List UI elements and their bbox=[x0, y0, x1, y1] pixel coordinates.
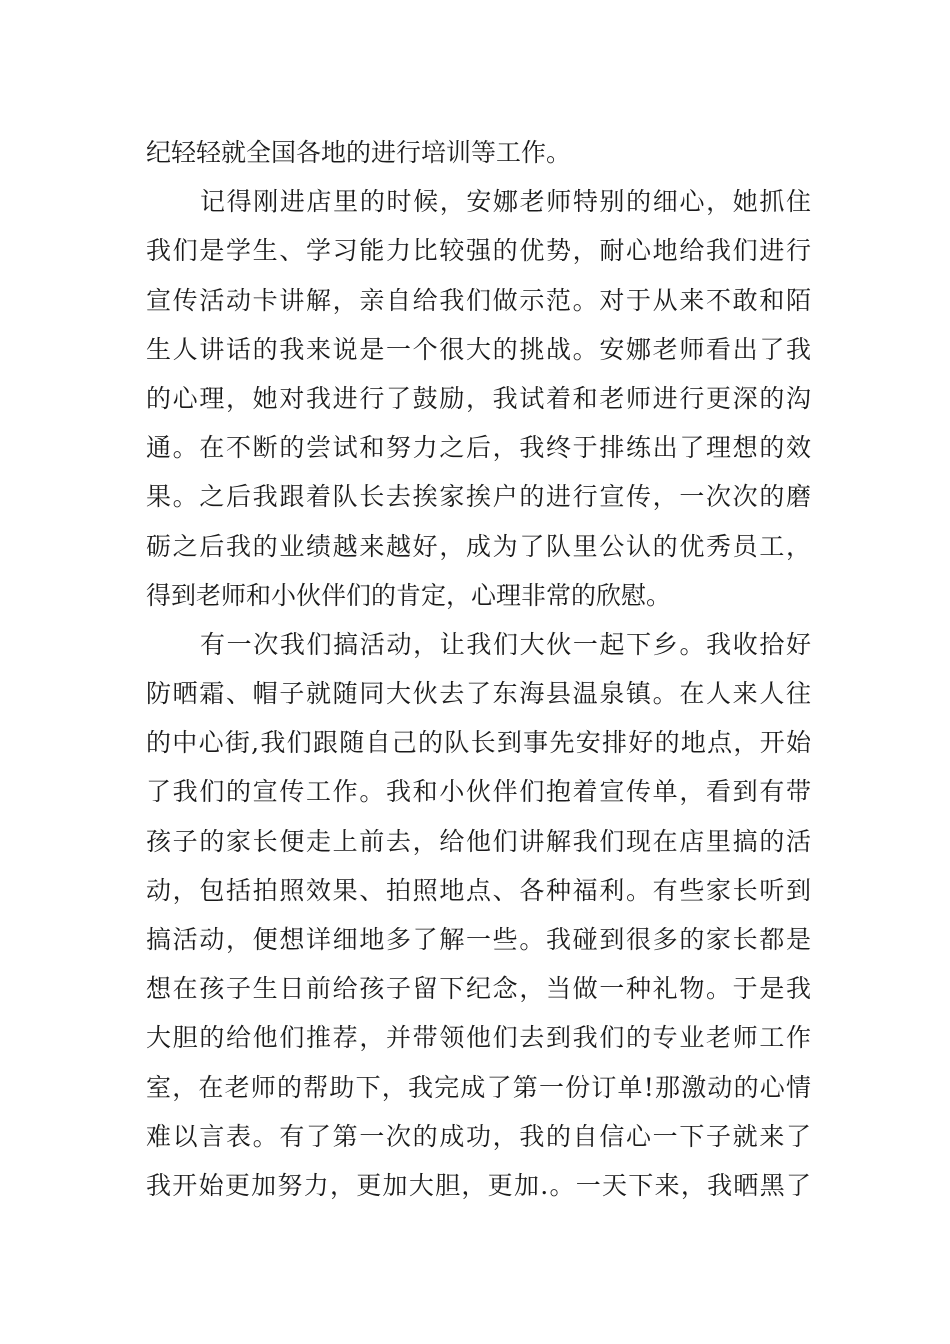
text-line: 我开始更加努力，更加大胆，更加.。一天下来，我晒黑了 bbox=[146, 1170, 811, 1200]
paragraph-last-line: 得到老师和小伙伴们的肯定，心理非常的欣慰。 bbox=[146, 580, 672, 610]
body-text bbox=[146, 128, 811, 1210]
text-line: 搞活动，便想详细地多了解一些。我碰到很多的家长都是 bbox=[146, 925, 811, 954]
text-line: 孩子的家长便走上前去，给他们讲解我们现在店里搞的活 bbox=[146, 826, 811, 856]
text-line: 防晒霜、帽子就随同大伙去了东海县温泉镇。在人来人往 bbox=[146, 679, 811, 709]
text-line: 生人讲话的我来说是一个很大的挑战。安娜老师看出了我 bbox=[146, 334, 811, 364]
text-line: 动，包括拍照效果、拍照地点、各种福利。有些家长听到 bbox=[146, 875, 811, 905]
text-line: 我们是学生、学习能力比较强的优势，耐心地给我们进行 bbox=[146, 236, 811, 266]
text-line: 通。在不断的尝试和努力之后，我终于排练出了理想的效 bbox=[146, 433, 811, 463]
text-line: 想在孩子生日前给孩子留下纪念，当做一种礼物。于是我 bbox=[146, 974, 811, 1004]
text-line: 砺之后我的业绩越来越好，成为了队里公认的优秀员工， bbox=[146, 531, 811, 561]
text-line: 纪轻轻就全国各地的进行培训等工作。 bbox=[146, 138, 572, 167]
text-line: 了我们的宣传工作。我和小伙伴们抱着宣传单，看到有带 bbox=[146, 777, 811, 807]
text-line: 难以言表。有了第一次的成功，我的自信心一下子就来了 bbox=[146, 1121, 811, 1151]
paragraph-first-line: 有一次我们搞活动，让我们大伙一起下乡。我收拾好 bbox=[200, 629, 811, 659]
text-line: 果。之后我跟着队长去挨家挨户的进行宣传，一次次的磨 bbox=[146, 482, 811, 512]
text-line: 的心理，她对我进行了鼓励，我试着和老师进行更深的沟 bbox=[146, 383, 811, 413]
text-line: 的中心街,我们跟随自己的队长到事先安排好的地点，开始 bbox=[146, 728, 811, 758]
text-line: 宣传活动卡讲解，亲自给我们做示范。对于从来不敢和陌 bbox=[146, 285, 811, 315]
text-line: 大胆的给他们推荐，并带领他们去到我们的专业老师工作 bbox=[146, 1023, 811, 1053]
paragraph-first-line: 记得刚进店里的时候，安娜老师特别的细心，她抓住 bbox=[200, 187, 811, 217]
text-line: 室，在老师的帮助下，我完成了第一份订单!那激动的心情 bbox=[146, 1072, 811, 1102]
